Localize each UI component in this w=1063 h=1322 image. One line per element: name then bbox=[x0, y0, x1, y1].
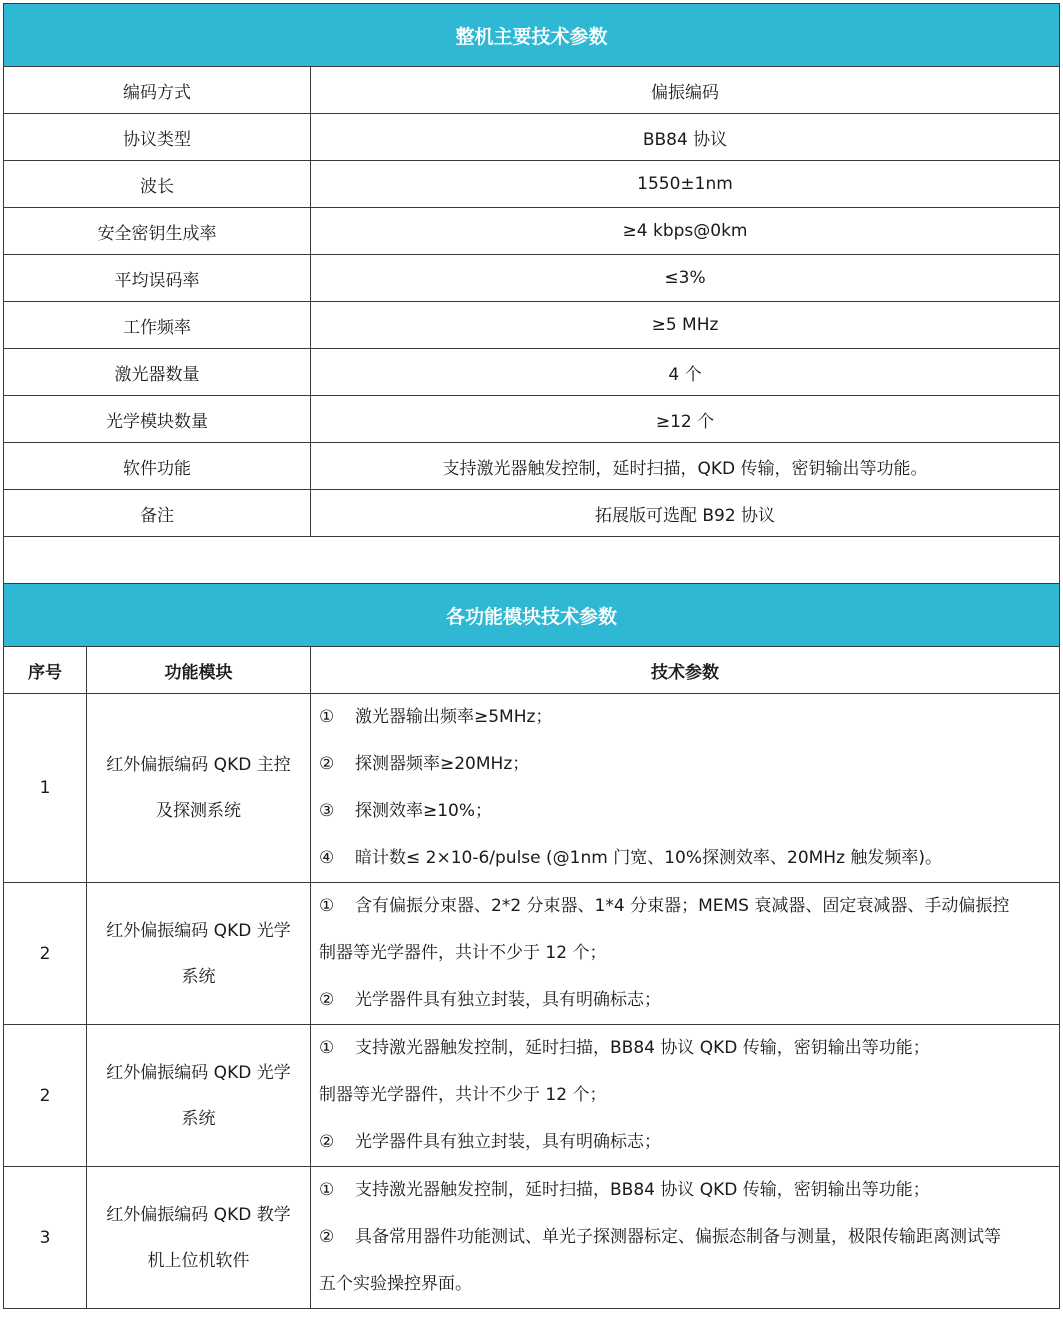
module-name-line: 红外偏振编码 QKD 主控 bbox=[106, 755, 291, 775]
param-text: 支持激光器触发控制，延时扫描，BB84 协议 QKD 传输，密钥输出等功能； bbox=[355, 1038, 930, 1058]
module-name-line: 红外偏振编码 QKD 教学 bbox=[106, 1204, 291, 1225]
param-line bbox=[319, 930, 1053, 977]
param-line bbox=[319, 1072, 1053, 1119]
item-marker: ① bbox=[319, 1180, 335, 1200]
param-value: 拓展版可选配 B92 协议 bbox=[311, 490, 1060, 537]
item-marker: ② bbox=[319, 990, 335, 1010]
item-marker: ② bbox=[319, 1132, 335, 1152]
module-name bbox=[87, 1025, 311, 1167]
table-row bbox=[4, 1167, 1060, 1309]
module-name-line: 系统 bbox=[181, 966, 216, 987]
item-marker: ④ bbox=[319, 848, 335, 868]
main-spec-table bbox=[3, 3, 1060, 584]
param-line bbox=[319, 788, 1053, 835]
param-label: 激光器数量 bbox=[4, 349, 311, 396]
param-text: 暗计数≤ 2×10-6/pulse (@1nm 门宽、10%探测效率、20MHz 触发频率)。 bbox=[355, 848, 943, 868]
param-list bbox=[311, 883, 1060, 1025]
table-row bbox=[4, 255, 1060, 302]
module-name-line: 及探测系统 bbox=[156, 801, 241, 821]
item-marker: ② bbox=[319, 754, 335, 774]
main-spec-title: 整机主要技术参数 bbox=[4, 4, 1060, 67]
param-value: 偏振编码 bbox=[311, 67, 1060, 114]
col-header-params: 技术参数 bbox=[311, 647, 1060, 694]
param-text: 含有偏振分束器、2*2 分束器、1*4 分束器；MEMS 衰减器、固定衰减器、手动偏振控 bbox=[355, 896, 1010, 916]
row-number: 3 bbox=[4, 1167, 87, 1309]
param-list bbox=[311, 1167, 1060, 1309]
param-list bbox=[311, 694, 1060, 883]
module-name bbox=[87, 694, 311, 883]
param-label: 协议类型 bbox=[4, 114, 311, 161]
param-value: BB84 协议 bbox=[311, 114, 1060, 161]
column-header-row bbox=[4, 647, 1060, 694]
module-name bbox=[87, 883, 311, 1025]
param-label: 备注 bbox=[4, 490, 311, 537]
param-label: 工作频率 bbox=[4, 302, 311, 349]
param-label: 平均误码率 bbox=[4, 255, 311, 302]
param-line bbox=[319, 835, 1053, 882]
spec-tables bbox=[3, 3, 1059, 1309]
param-value: ≤3% bbox=[311, 255, 1060, 302]
spacer-cell bbox=[4, 537, 1060, 584]
table-row bbox=[4, 161, 1060, 208]
param-line bbox=[319, 1261, 1053, 1308]
table-row bbox=[4, 883, 1060, 1025]
table-row bbox=[4, 396, 1060, 443]
table-row bbox=[4, 302, 1060, 349]
table-row bbox=[4, 490, 1060, 537]
table-row bbox=[4, 208, 1060, 255]
table-row bbox=[4, 349, 1060, 396]
param-list bbox=[311, 1025, 1060, 1167]
param-text: 五个实验操控界面。 bbox=[319, 1274, 472, 1294]
table-row bbox=[4, 114, 1060, 161]
param-text: 光学器件具有独立封装，具有明确标志； bbox=[355, 990, 661, 1010]
param-line bbox=[319, 977, 1053, 1024]
row-number: 1 bbox=[4, 694, 87, 883]
module-name-line: 红外偏振编码 QKD 光学 bbox=[106, 1062, 291, 1083]
row-number: 2 bbox=[4, 883, 87, 1025]
item-marker: ① bbox=[319, 1038, 335, 1058]
param-line bbox=[319, 1025, 1053, 1072]
param-label: 光学模块数量 bbox=[4, 396, 311, 443]
col-header-module: 功能模块 bbox=[87, 647, 311, 694]
item-marker: ② bbox=[319, 1227, 335, 1247]
param-line bbox=[319, 694, 1053, 741]
param-line bbox=[319, 1119, 1053, 1166]
param-value: ≥5 MHz bbox=[311, 302, 1060, 349]
param-text: 光学器件具有独立封装，具有明确标志； bbox=[355, 1132, 661, 1152]
param-value: ≥12 个 bbox=[311, 396, 1060, 443]
row-number: 2 bbox=[4, 1025, 87, 1167]
module-name-line: 红外偏振编码 QKD 光学 bbox=[106, 920, 291, 941]
param-text: 激光器输出频率≥5MHz； bbox=[355, 707, 553, 727]
param-label: 软件功能 bbox=[4, 443, 311, 490]
table-row bbox=[4, 443, 1060, 490]
table-row bbox=[4, 694, 1060, 883]
param-value: ≥4 kbps@0km bbox=[311, 208, 1060, 255]
module-name-line: 机上位机软件 bbox=[147, 1250, 250, 1271]
item-marker: ① bbox=[319, 896, 335, 916]
param-text: 探测器频率≥20MHz； bbox=[355, 754, 530, 774]
spacer-row bbox=[4, 537, 1060, 584]
module-name-line: 系统 bbox=[181, 1108, 216, 1129]
param-text: 具备常用器件功能测试、单光子探测器标定、偏振态制备与测量，极限传输距离测试等 bbox=[355, 1227, 1001, 1247]
param-value: 1550±1nm bbox=[311, 161, 1060, 208]
col-header-no: 序号 bbox=[4, 647, 87, 694]
param-text: 制器等光学器件，共计不少于 12 个； bbox=[319, 1085, 607, 1105]
param-label: 波长 bbox=[4, 161, 311, 208]
table-row bbox=[4, 1025, 1060, 1167]
param-text: 支持激光器触发控制，延时扫描，BB84 协议 QKD 传输，密钥输出等功能； bbox=[355, 1180, 930, 1200]
param-line bbox=[319, 741, 1053, 788]
item-marker: ③ bbox=[319, 801, 335, 821]
param-value: 4 个 bbox=[311, 349, 1060, 396]
param-value: 支持激光器触发控制，延时扫描，QKD 传输，密钥输出等功能。 bbox=[311, 443, 1060, 490]
param-label: 安全密钥生成率 bbox=[4, 208, 311, 255]
param-line bbox=[319, 1214, 1053, 1261]
table-row bbox=[4, 67, 1060, 114]
module-spec-table bbox=[3, 583, 1060, 1309]
param-line bbox=[319, 1167, 1053, 1214]
module-name bbox=[87, 1167, 311, 1309]
param-text: 制器等光学器件，共计不少于 12 个； bbox=[319, 943, 607, 963]
module-spec-title: 各功能模块技术参数 bbox=[4, 584, 1060, 647]
param-line bbox=[319, 883, 1053, 930]
item-marker: ① bbox=[319, 707, 335, 727]
param-text: 探测效率≥10%； bbox=[355, 801, 493, 821]
param-label: 编码方式 bbox=[4, 67, 311, 114]
